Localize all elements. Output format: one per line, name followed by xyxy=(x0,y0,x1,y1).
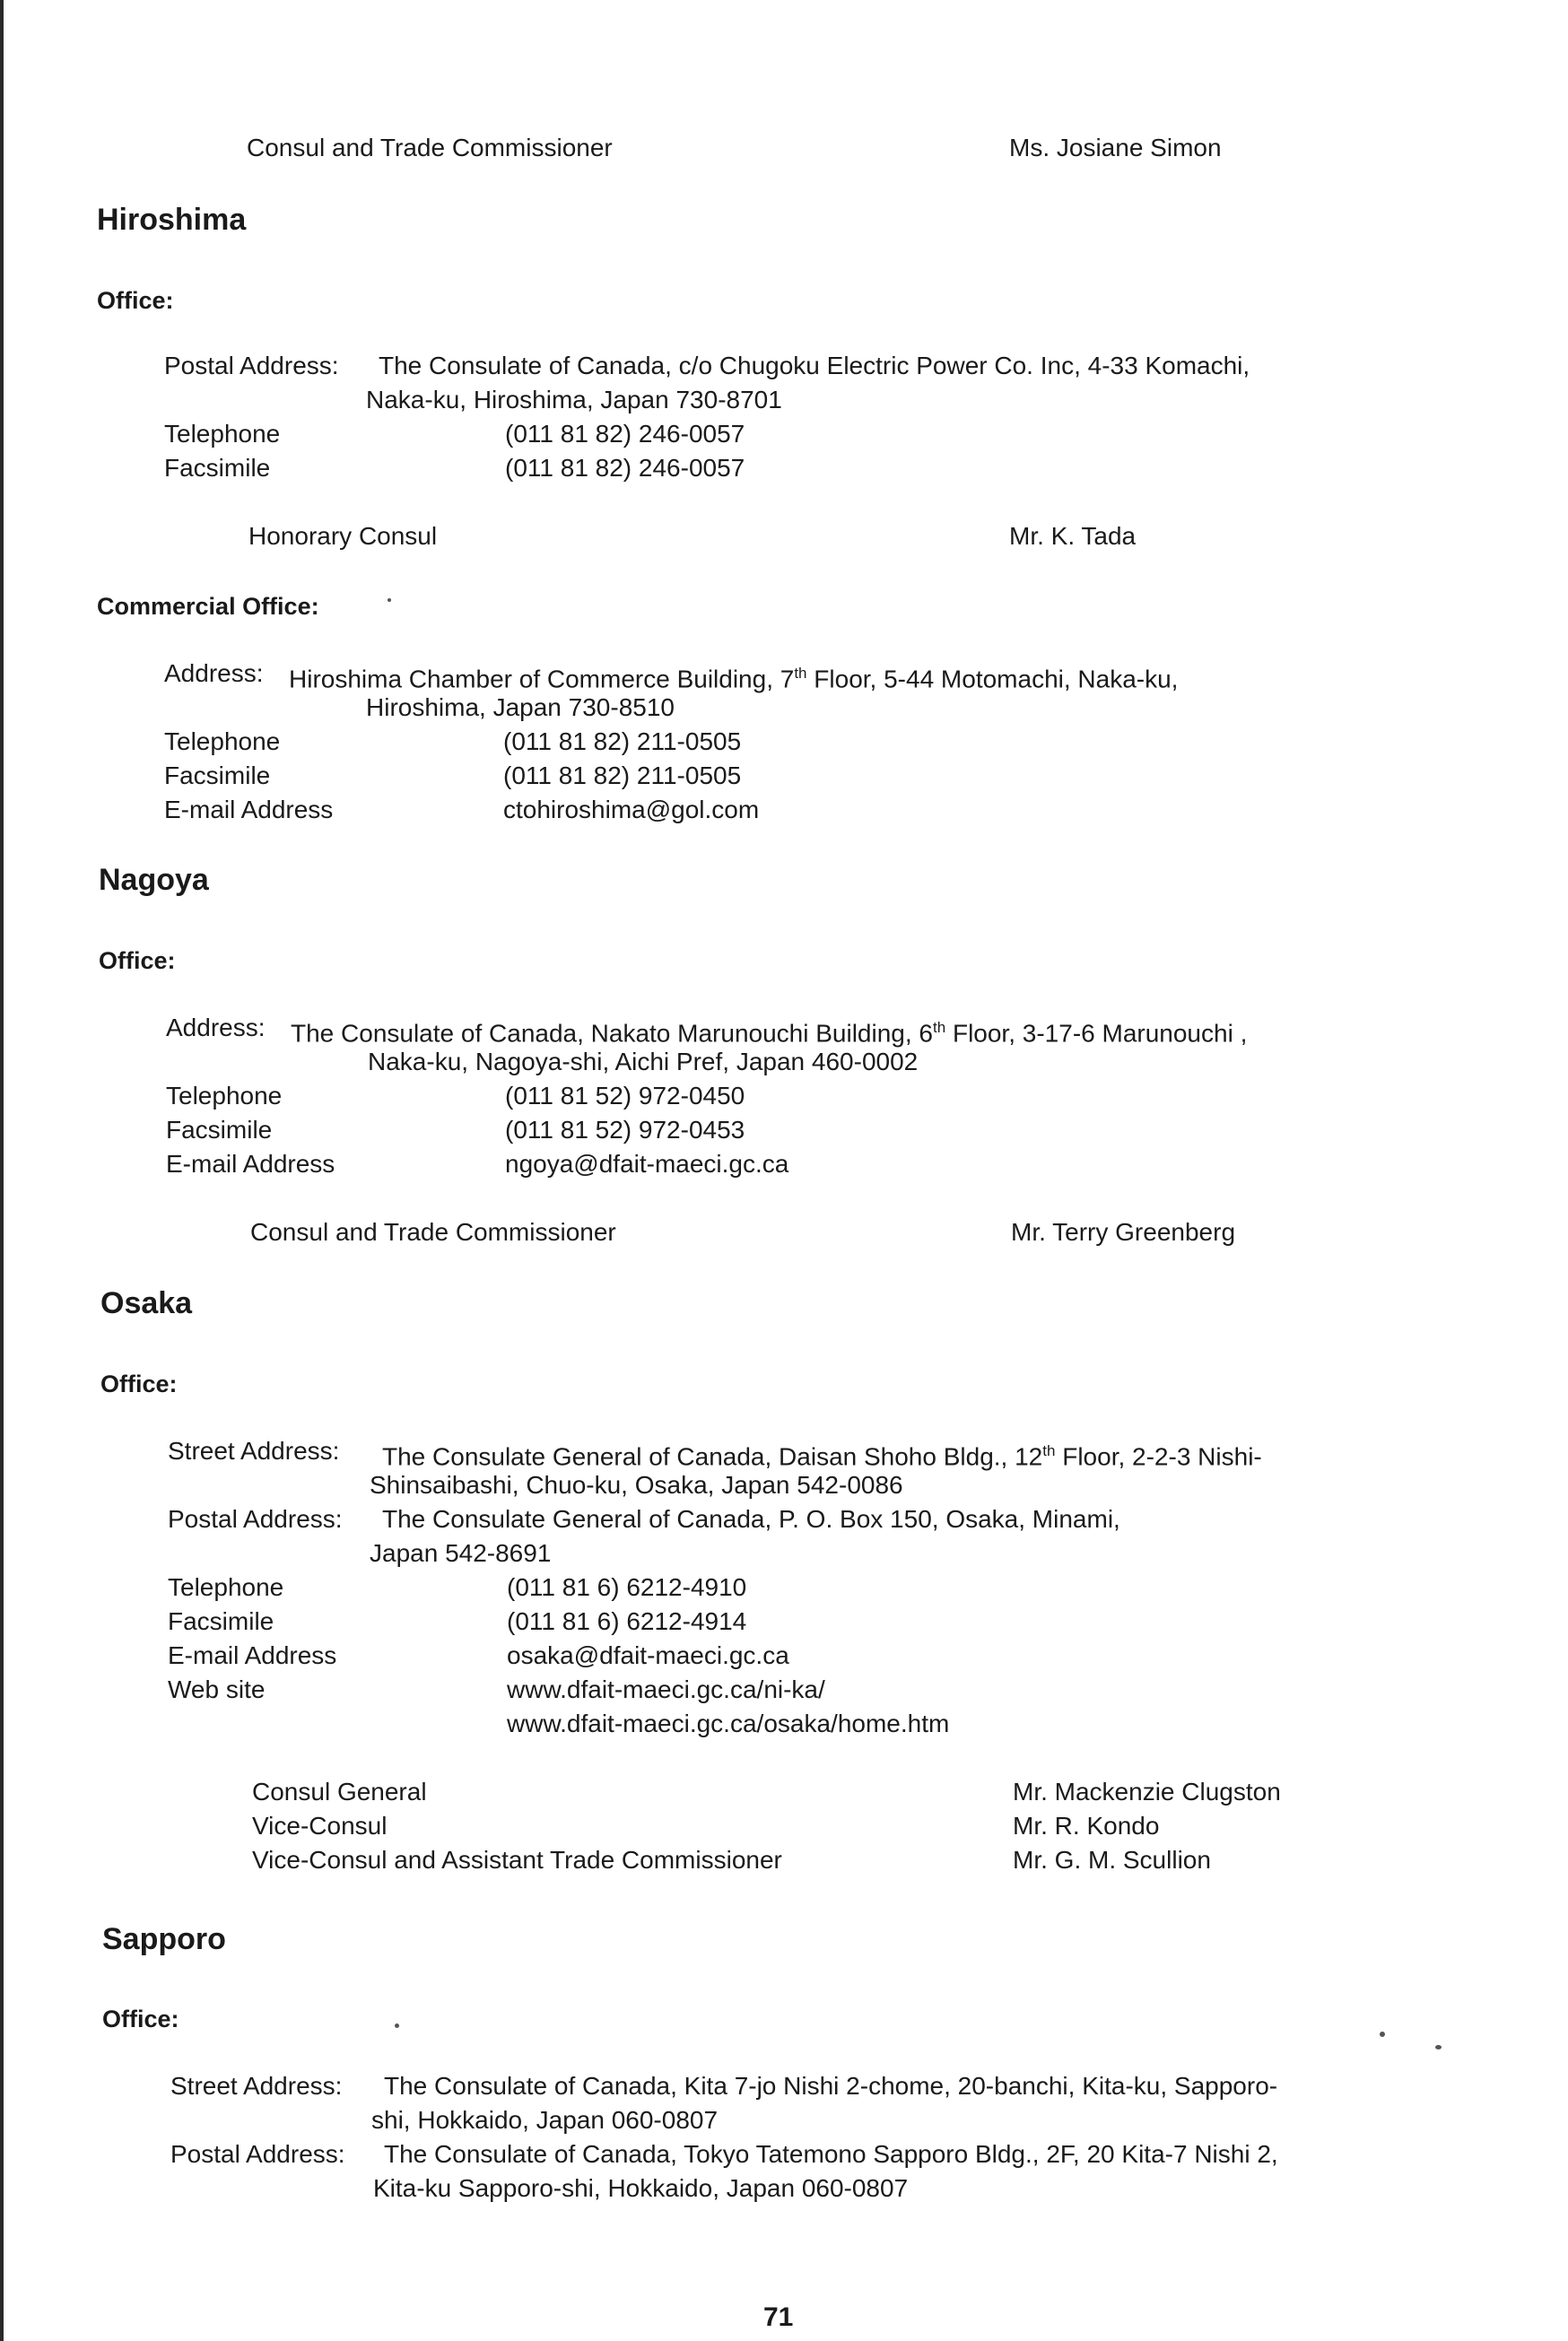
hiroshima-commercial-tel: (011 81 82) 211-0505 xyxy=(503,727,742,755)
city-heading-hiroshima: Hiroshima xyxy=(97,203,247,237)
scan-speck xyxy=(1380,2032,1385,2037)
nagoya-fax: (011 81 52) 972-0453 xyxy=(505,1116,745,1144)
nagoya-office-heading: Office: xyxy=(99,947,176,974)
hiroshima-postal-label: Postal Address: xyxy=(164,352,339,379)
sapporo-street-line-2: shi, Hokkaido, Japan 060-0807 xyxy=(371,2106,719,2134)
osaka-staff-title: Vice-Consul and Assistant Trade Commissioner xyxy=(252,1846,782,1874)
sapporo-street-line-1: The Consulate of Canada, Kita 7-jo Nishi 2-chome, 20-banchi, Kita-ku, Sapporo- xyxy=(384,2072,1278,2100)
osaka-postal-line-2: Japan 542-8691 xyxy=(370,1539,552,1567)
sapporo-office-heading: Office: xyxy=(102,2006,179,2032)
top-staff-name: Ms. Josiane Simon xyxy=(1009,134,1222,161)
osaka-web-1: www.dfait-maeci.gc.ca/ni-ka/ xyxy=(507,1675,825,1703)
hiroshima-staff-name: Mr. K. Tada xyxy=(1009,522,1137,550)
nagoya-tel-label: Telephone xyxy=(166,1082,283,1110)
top-staff-title: Consul and Trade Commissioner xyxy=(247,134,613,161)
sapporo-street-label: Street Address: xyxy=(170,2072,343,2100)
osaka-tel: (011 81 6) 6212-4910 xyxy=(507,1573,747,1601)
city-heading-sapporo: Sapporo xyxy=(102,1922,226,1956)
hiroshima-office-heading: Office: xyxy=(97,287,174,314)
hiroshima-fax-label: Facsimile xyxy=(164,454,271,482)
osaka-web-2: www.dfait-maeci.gc.ca/osaka/home.htm xyxy=(507,1710,950,1737)
osaka-email: osaka@dfait-maeci.gc.ca xyxy=(507,1641,789,1669)
osaka-email-label: E-mail Address xyxy=(168,1641,337,1669)
hiroshima-commercial-address-label: Address: xyxy=(164,659,264,687)
hiroshima-commercial-address-line-2: Hiroshima, Japan 730-8510 xyxy=(366,693,675,721)
hiroshima-commercial-tel-label: Telephone xyxy=(164,727,281,755)
osaka-street-label: Street Address: xyxy=(168,1437,340,1465)
nagoya-email: ngoya@dfait-maeci.gc.ca xyxy=(505,1150,789,1178)
osaka-fax: (011 81 6) 6212-4914 xyxy=(507,1607,747,1635)
page-number: 71 xyxy=(763,2302,794,2332)
nagoya-fax-label: Facsimile xyxy=(166,1116,273,1144)
city-heading-osaka: Osaka xyxy=(100,1286,193,1320)
hiroshima-commercial-email: ctohiroshima@gol.com xyxy=(503,796,760,823)
nagoya-tel: (011 81 52) 972-0450 xyxy=(505,1082,745,1110)
osaka-staff-title: Vice-Consul xyxy=(252,1812,388,1840)
nagoya-staff-title: Consul and Trade Commissioner xyxy=(250,1218,616,1246)
hiroshima-commercial-fax: (011 81 82) 211-0505 xyxy=(503,761,742,789)
osaka-postal-label: Postal Address: xyxy=(168,1505,343,1533)
osaka-staff-name: Mr. G. M. Scullion xyxy=(1013,1846,1211,1874)
hiroshima-staff-title: Honorary Consul xyxy=(248,522,438,550)
hiroshima-commercial-email-label: E-mail Address xyxy=(164,796,334,823)
nagoya-address-line-1: The Consulate of Canada, Nakato Marunouchi Building, 6th Floor, 3-17-6 Marunouchi , xyxy=(291,1019,1248,1048)
scan-speck xyxy=(395,2023,399,2028)
nagoya-staff-name: Mr. Terry Greenberg xyxy=(1011,1218,1236,1246)
scan-speck xyxy=(1435,2045,1442,2049)
hiroshima-postal-line-2: Naka-ku, Hiroshima, Japan 730-8701 xyxy=(366,386,782,413)
hiroshima-tel-label: Telephone xyxy=(164,420,281,448)
osaka-staff-name: Mr. R. Kondo xyxy=(1013,1812,1160,1840)
hiroshima-postal-line-1: The Consulate of Canada, c/o Chugoku Electric Power Co. Inc, 4-33 Komachi, xyxy=(379,352,1250,379)
osaka-staff-title: Consul General xyxy=(252,1778,427,1806)
osaka-web-label: Web site xyxy=(168,1675,266,1703)
nagoya-address-label: Address: xyxy=(166,1014,266,1041)
sapporo-postal-label: Postal Address: xyxy=(170,2140,345,2168)
hiroshima-commercial-address-line-1: Hiroshima Chamber of Commerce Building, 7th Floor, 5-44 Motomachi, Naka-ku, xyxy=(289,665,1179,693)
osaka-staff-name: Mr. Mackenzie Clugston xyxy=(1013,1778,1281,1806)
page-binding-edge xyxy=(0,0,4,2341)
hiroshima-commercial-fax-label: Facsimile xyxy=(164,761,271,789)
hiroshima-fax: (011 81 82) 246-0057 xyxy=(505,454,745,482)
sapporo-postal-line-1: The Consulate of Canada, Tokyo Tatemono Sapporo Bldg., 2F, 20 Kita-7 Nishi 2, xyxy=(384,2140,1278,2168)
city-heading-nagoya: Nagoya xyxy=(99,863,209,897)
sapporo-postal-line-2: Kita-ku Sapporo-shi, Hokkaido, Japan 060-0807 xyxy=(373,2174,909,2202)
nagoya-email-label: E-mail Address xyxy=(166,1150,335,1178)
osaka-tel-label: Telephone xyxy=(168,1573,284,1601)
osaka-street-line-2: Shinsaibashi, Chuo-ku, Osaka, Japan 542-0086 xyxy=(370,1471,903,1499)
nagoya-address-line-2: Naka-ku, Nagoya-shi, Aichi Pref, Japan 460-0002 xyxy=(368,1048,919,1075)
scan-speck xyxy=(388,598,391,602)
osaka-office-heading: Office: xyxy=(100,1371,178,1397)
hiroshima-commercial-heading: Commercial Office: xyxy=(97,593,319,620)
osaka-postal-line-1: The Consulate General of Canada, P. O. Box 150, Osaka, Minami, xyxy=(382,1505,1120,1533)
osaka-fax-label: Facsimile xyxy=(168,1607,274,1635)
osaka-street-line-1: The Consulate General of Canada, Daisan Shoho Bldg., 12th Floor, 2-2-3 Nishi- xyxy=(382,1442,1262,1471)
hiroshima-tel: (011 81 82) 246-0057 xyxy=(505,420,745,448)
